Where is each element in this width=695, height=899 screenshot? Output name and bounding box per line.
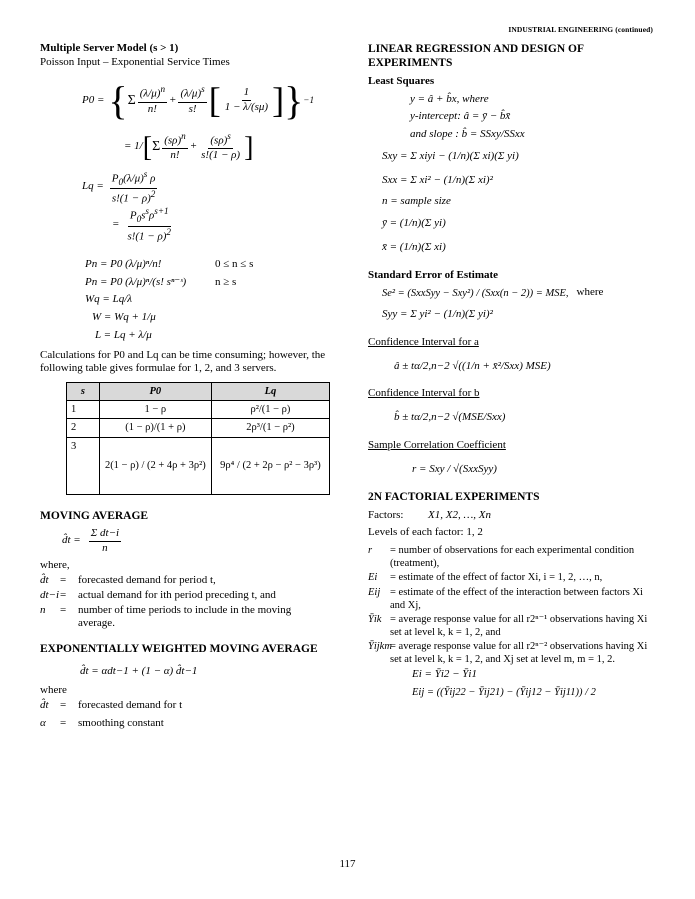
list-item [40,717,330,731]
def-symbol: d̂t [40,574,49,587]
table-cell: 2 [67,419,100,437]
table-cell: ρ²/(1 − ρ) [211,401,329,419]
list-item [368,640,658,666]
eij-equation: Eij = ((Ȳij22 − Ȳij21) − (Ȳij12 − Ȳij11)) / 2 [412,687,596,698]
def-text: = number of observations for each experimental condition (treatment), [390,545,635,570]
lq-formula-2: = $\frac{P_0s^s\rho^{s+1}}{s!(1 - \rho)^2}$ [112,206,171,243]
def-text: forecasted demand for period t, [78,574,216,587]
least-squares-title: Least Squares [368,74,435,87]
list-item [368,544,658,570]
def-symbol: Ei [368,572,378,584]
table-row [67,419,330,437]
def-eq: = [60,699,67,712]
xbar-equation: x̄ = (1/n)(Σ xi) [382,240,446,253]
pn-formula-1 [85,258,330,272]
list-item [40,574,330,588]
def-text: actual demand for ith period preceding t, and [78,588,276,601]
table-header-s: s [67,383,100,401]
regression-equation: y = â + b̂x, where [410,92,489,105]
factorial-title: 2N FACTORIAL EXPERIMENTS [368,491,540,504]
def-eq: = [60,603,67,616]
def-eq: = [60,716,67,729]
table-cell: 3 [67,437,100,494]
ci-b-equation: b̂ ± tα/2,n−2 √(MSE/Sxx) [394,411,506,423]
table-cell: (1 − ρ)/(1 + ρ) [99,419,211,437]
lq-lhs: Lq = [82,180,104,193]
ma-numerator: Σ dt−i [89,527,121,542]
def-text: forecasted demand for t [78,699,183,712]
syy-equation: Syy = Σ yi² − (1/n)(Σ yi)² [382,308,493,320]
def-text: = estimate of the effect of the interaction between factors Xi and Xj, [390,586,643,611]
slope-equation: and slope : b̂ = SSxy/SSxx [410,128,525,140]
def-symbol: α [40,716,46,729]
table-cell: 1 [67,401,100,419]
corr-title: Sample Correlation Coefficient [368,438,506,451]
sample-size-def: n = sample size [382,195,451,208]
def-text: smoothing constant [78,716,164,729]
left-column [40,42,330,732]
pn-formula-2 [85,276,330,290]
def-eq: = [60,588,67,601]
list-item [368,613,658,639]
corr-equation: r = Sxy / √(SxxSyy) [412,462,497,475]
intercept-equation: y-intercept: â = ȳ − b̂x̄ [410,110,511,123]
factors-list: X1, X2, …, Xn [428,508,491,521]
p0-formula: P0 = { Σ $\frac{(\lambda/\mu)^n}{n!}$ + $\frac{(\lambda/\mu)^s}{s!}$ [ $\frac{1}{1 - \lambda/(s\mu)}$ ] } −1 [82,77,315,123]
wq-formula: Wq = Lq/λ [85,293,133,306]
calc-note: Calculations for P0 and Lq can be time consuming; however, the following table gives formulae for 1, 2, and 3 servers. [40,348,326,375]
pn1-text: Pn = P0 (λ/μ)ⁿ/n! [85,257,162,270]
ci-b-title: Confidence Interval for b [368,387,480,400]
table-row [67,401,330,419]
w-formula: W = Wq + 1/μ [92,311,156,324]
ma-definitions [40,574,330,631]
se-equation: Se² = (SxxSyy − Sxy²) / (Sxx(n − 2)) = MSE, [382,287,569,299]
def-symbol: d̂t [40,699,49,712]
def-text: = average response value for all r2ⁿ⁻¹ observations having Xi set at level k, k = 1, 2, and [390,613,648,638]
table-cell: 1 − ρ [99,401,211,419]
def-eq: = [60,574,67,587]
p0-lhs: P0 = [82,93,105,106]
ewma-where: where [40,684,67,697]
ewma-definitions [40,699,330,731]
ma-where: where, [40,559,70,572]
list-item [368,586,658,612]
ei-equation: Ei = Ȳi2 − Ȳi1 [412,668,477,681]
def-text: = estimate of the effect of factor Xi, i = 1, 2, …, n, [390,572,603,584]
table-row [67,437,330,494]
def-symbol: r [368,545,373,557]
list-item [40,589,330,603]
factors-label: Factors: [368,508,404,521]
def-symbol: Ȳik [368,613,382,625]
lq-formula: Lq = $\frac{P_0(\lambda/\mu)^s \rho}{s!(1 - \rho)^2}$ [82,168,156,205]
table-header-lq: Lq [211,383,329,401]
list-item [368,571,658,584]
table-cell: 2ρ³/(1 − ρ²) [211,419,329,437]
ma-lhs: d̂t = [62,534,81,547]
table-header-row [67,383,330,401]
l-formula: L = Lq + λ/μ [95,328,152,341]
se-formula-row [382,286,658,300]
pn1-condition: 0 ≤ n ≤ s [215,257,254,270]
se-where: where [576,286,604,299]
multi-server-title: Multiple Server Model (s > 1) [40,42,179,54]
def-symbol: n [40,603,46,616]
ybar-equation: ȳ = (1/n)(Σ yi) [382,217,446,229]
moving-average-title: MOVING AVERAGE [40,509,149,522]
linreg-title: LINEAR REGRESSION AND DESIGN OF EXPERIMENTS [368,43,584,70]
def-text: number of time periods to include in the moving average. [78,603,292,630]
sxx-equation: Sxx = Σ xi² − (1/n)(Σ xi)² [382,173,493,186]
pn2-condition: n ≥ s [215,275,237,288]
list-item [40,604,330,632]
factors-row [368,509,658,523]
sxy-equation: Sxy = Σ xiyi − (1/n)(Σ xi)(Σ yi) [382,149,519,162]
def-symbol: Ȳijkm [368,641,392,652]
table-cell: 2(1 − ρ) / (2 + 4ρ + 3ρ²) [99,437,211,494]
table-header-p0: P0 [99,383,211,401]
lq-eq-sign: = [112,218,120,231]
servers-table [66,382,330,494]
ewma-title: EXPONENTIALLY WEIGHTED MOVING AVERAGE [40,643,318,656]
levels-text: Levels of each factor: 1, 2 [368,526,483,539]
table-cell: 9ρ⁴ / (2 + 2ρ − ρ² − 3ρ³) [211,437,329,494]
multi-server-subtitle: Poisson Input – Exponential Service Times [40,55,230,68]
moving-average-formula [62,527,330,556]
se-title: Standard Error of Estimate [368,268,499,281]
page-number: 117 [339,858,356,870]
running-header: INDUSTRIAL ENGINEERING (continued) [508,25,653,34]
p0-rho-formula: = 1/ [ Σ $\frac{(s\rho)^n}{n!}$ + $\frac{(s\rho)^s}{s!(1 - \rho)}$ ] [124,130,254,163]
def-symbol: Eij [368,586,381,598]
factorial-definitions [368,544,658,666]
pn2-text: Pn = P0 (λ/μ)ⁿ/(s! sⁿ⁻ˢ) [85,275,187,288]
list-item [40,699,330,713]
ma-denominator: n [102,541,108,554]
def-symbol: dt−i [40,588,60,601]
def-text: = average response value for all r2ⁿ⁻² observations having Xi set at level k, k = 1, 2, and Xj set at level m, m = 1, 2. [390,641,648,666]
right-column [368,42,658,699]
ewma-formula: d̂t = αdt−1 + (1 − α) d̂t−1 [80,664,198,677]
ci-a-equation: â ± tα/2,n−2 √((1/n + x̄²/Sxx) MSE) [394,359,551,372]
p0-rho-lhs: = 1/ [124,140,143,153]
ci-a-title: Confidence Interval for a [368,335,479,348]
